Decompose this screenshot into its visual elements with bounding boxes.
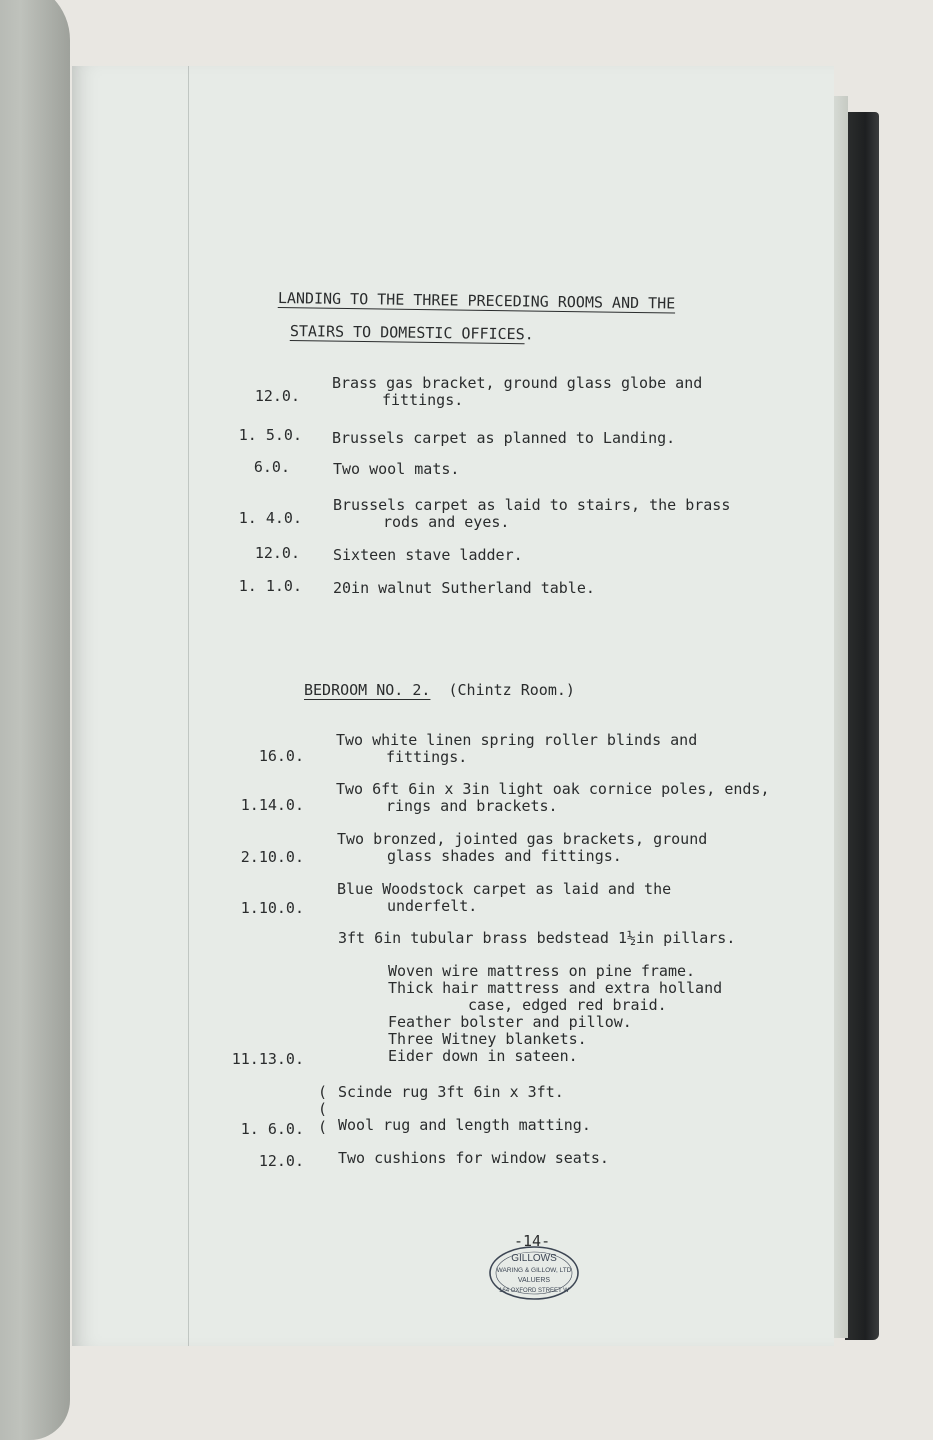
item-line-continuation: fittings. bbox=[382, 391, 464, 409]
item-description bbox=[333, 580, 595, 597]
item-description bbox=[336, 781, 769, 815]
item-description bbox=[338, 1150, 609, 1167]
item-line-continuation: underfelt. bbox=[387, 897, 478, 915]
item-line: Two wool mats. bbox=[333, 460, 460, 478]
section-heading-landing-line2 bbox=[290, 323, 534, 343]
book-cover bbox=[845, 112, 879, 1340]
item-line: Sixteen stave ladder. bbox=[333, 546, 523, 564]
item-description bbox=[336, 732, 697, 766]
item-sub-line: Thick hair mattress and extra holland bbox=[388, 979, 723, 997]
item-description bbox=[333, 547, 523, 564]
item-description bbox=[337, 831, 707, 865]
section-heading-landing-line2-text: STAIRS TO DOMESTIC OFFICES bbox=[289, 322, 525, 344]
item-sub-line: Eider down in sateen. bbox=[388, 1047, 578, 1065]
item-sublist bbox=[388, 963, 722, 1065]
item-line-continuation: rings and brackets. bbox=[386, 797, 558, 815]
svg-text:WARING & GILLOW, LTD: WARING & GILLOW, LTD bbox=[496, 1267, 572, 1274]
item-line-continuation: rods and eyes. bbox=[383, 513, 510, 531]
bracket-mark: ( bbox=[318, 1118, 328, 1136]
item-line: Brussels carpet as planned to Landing. bbox=[332, 429, 676, 447]
item-line: Brass gas bracket, ground glass globe and bbox=[332, 374, 703, 392]
item-line-continuation: glass shades and fittings. bbox=[387, 847, 622, 865]
item-description bbox=[332, 375, 702, 409]
section-heading-bedroom-title: BEDROOM NO. 2. bbox=[304, 681, 431, 699]
item-line: 20in walnut Sutherland table. bbox=[333, 579, 595, 597]
svg-text:VALUERS: VALUERS bbox=[517, 1277, 551, 1284]
page-number: -14- bbox=[514, 1232, 551, 1250]
section-heading-bedroom-note: (Chintz Room.) bbox=[448, 681, 575, 699]
item-amount: 11.13.0. bbox=[231, 1050, 304, 1068]
item-amount: 16.0. bbox=[258, 747, 304, 765]
item-line-continuation: fittings. bbox=[386, 748, 468, 766]
item-amount: 1. 6.0. bbox=[240, 1120, 304, 1138]
item-amount: 1.10.0. bbox=[240, 899, 304, 917]
item-line: Two bronzed, jointed gas brackets, ground bbox=[337, 830, 708, 848]
item-line: Blue Woodstock carpet as laid and the bbox=[337, 880, 672, 898]
item-description bbox=[338, 1084, 564, 1101]
bracket-mark: ( bbox=[318, 1100, 328, 1118]
facing-page bbox=[0, 0, 70, 1440]
item-sub-line: Woven wire mattress on pine frame. bbox=[388, 962, 696, 980]
item-description bbox=[338, 1117, 591, 1134]
item-sub-line: Feather bolster and pillow. bbox=[388, 1013, 632, 1031]
item-description bbox=[338, 930, 735, 947]
item-amount: 1. 5.0. bbox=[238, 426, 302, 444]
item-description bbox=[337, 881, 671, 915]
item-sub-line: Three Witney blankets. bbox=[388, 1030, 587, 1048]
section-heading-bedroom bbox=[304, 682, 575, 699]
svg-text:GILLOWS: GILLOWS bbox=[511, 1253, 557, 1264]
item-description bbox=[333, 461, 459, 478]
item-amount: 1. 4.0. bbox=[238, 509, 302, 527]
item-amount: 12.0. bbox=[258, 1152, 304, 1170]
svg-text:164 OXFORD STREET W: 164 OXFORD STREET W bbox=[499, 1288, 569, 1294]
item-line: Two 6ft 6in x 3in light oak cornice poles, ends, bbox=[336, 780, 770, 798]
item-line: Two cushions for window seats. bbox=[338, 1149, 609, 1167]
item-amount: 1.14.0. bbox=[240, 796, 304, 814]
margin-line bbox=[188, 66, 189, 1346]
bracket-mark: ( bbox=[318, 1083, 328, 1101]
item-amount: 6.0. bbox=[253, 458, 290, 476]
item-amount: 12.0. bbox=[254, 544, 300, 562]
item-line: Scinde rug 3ft 6in x 3ft. bbox=[338, 1083, 564, 1101]
item-sub-line: case, edged red braid. bbox=[468, 996, 667, 1014]
item-amount: 2.10.0. bbox=[240, 848, 304, 866]
item-amount: 1. 1.0. bbox=[238, 577, 302, 595]
item-description bbox=[333, 497, 730, 531]
section-heading-landing-line1: LANDING TO THE THREE PRECEDING ROOMS AND THE bbox=[277, 289, 676, 313]
page-edges bbox=[832, 96, 848, 1338]
item-description bbox=[332, 430, 675, 447]
item-line: Wool rug and length matting. bbox=[338, 1116, 591, 1134]
item-line: 3ft 6in tubular brass bedstead 1½in pillars. bbox=[338, 929, 736, 947]
item-line: Two white linen spring roller blinds and bbox=[336, 731, 698, 749]
section-heading-landing-suffix: . bbox=[524, 325, 534, 344]
gillows-stamp-seal bbox=[488, 1245, 580, 1301]
item-amount: 12.0. bbox=[254, 387, 300, 405]
item-line: Brussels carpet as laid to stairs, the brass bbox=[333, 496, 731, 514]
